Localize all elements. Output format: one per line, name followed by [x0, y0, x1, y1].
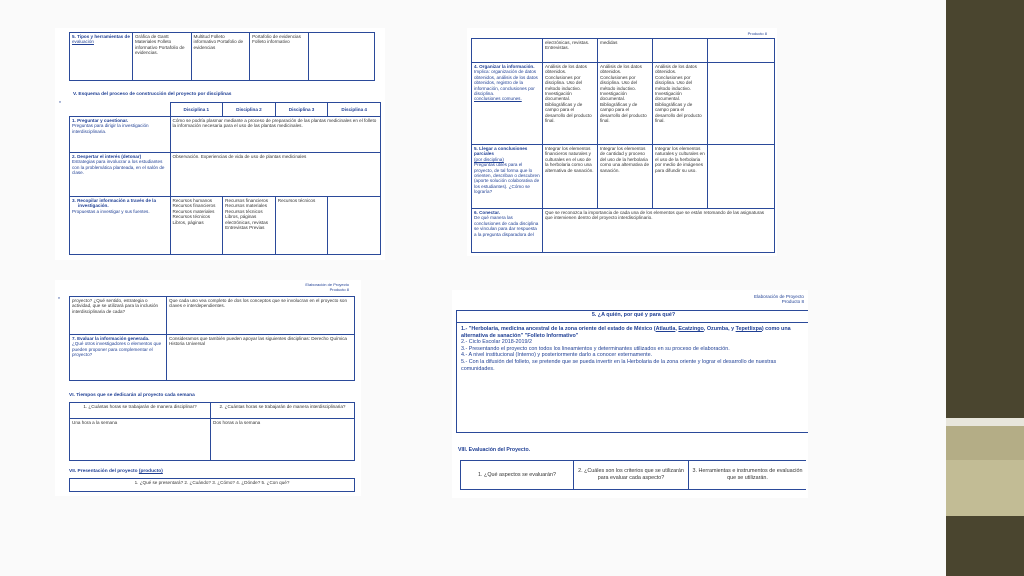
evaluation-table	[69, 296, 355, 381]
project-evaluation-table	[460, 460, 806, 490]
row1-content: Cómo se podría plasmar mediante a proceso de preparación de las plantas medicinales en el folleto la información necesaria para el uso de las plantas medicinales.	[170, 117, 381, 153]
doc3-header: Elaboración de Proyecto Producto 8	[305, 282, 349, 293]
product-label: Producto 8	[747, 31, 767, 36]
row4-cell-1: Análisis de los datos obtenidos. Conclusiones por disciplina. Uso del método inductivo. Investigación documental. Bibliográficas y de campo para el desarrollo del producto final.	[543, 63, 598, 145]
row3-cell-1: Recursos humanos Recursos financieros Recursos materiales Recursos técnicos Libros, páginas	[170, 197, 223, 255]
row4-label-cell: 4. Organizar la información. Implica: organización de datos obtenidos, análisis de los datos obtenidos, registro de la información, conclusiones por disciplina. conclusiones comunes.	[472, 63, 543, 145]
row3-cell-2: Recursos financieros Recursos materiales Recursos técnicos Libros, páginas electrónicas, revistas Entrevistas Previas	[223, 197, 276, 255]
disciplines-table	[69, 102, 381, 255]
row5-cell-1: Integrar los elementos financieros naturales y culturales en el uso de la herbolaria como una alternativa de sanación.	[543, 145, 598, 209]
top-content: Que cada uno vea completo de dos los conceptos que se involucran en el proyecto son claves e interdependientes.	[167, 297, 355, 335]
row3-cell-4	[328, 197, 381, 255]
row5-cell-4	[308, 33, 374, 81]
presentation-items: 1. ¿Qué se presentará? 2. ¿Cuándo? 3. ¿Cómo? 4. ¿Dónde? 5. ¿Con qué?	[70, 479, 355, 492]
row3-label-cell: 3. Recopilar información a través de la investigación. Propuestas a investigar y sus fuentes.	[70, 197, 171, 255]
row6-content: Que se reconozca la importancia de cada una de los elementos que se están retomando de las asignaturas que intervienen dentro del proyecto interdisciplinario.	[543, 209, 775, 253]
side-bar-mid	[946, 460, 1024, 516]
row6-label-cell: 6. Conectar. De qué manera las conclusiones de cada disciplina se vinculan para dar respuesta a la pregunta disparadora del	[472, 209, 543, 253]
answer-line-4: 4.- A nivel institucional (Interno) y posteriormente darlo a conocer externamente.	[461, 352, 653, 359]
header-empty	[70, 103, 171, 117]
row1-label-cell: 1. Preguntar y cuestionar. Preguntas para dirigir la investigación interdisciplinaria.	[70, 117, 171, 153]
row5-cell-4	[708, 145, 775, 209]
presentation-table	[69, 478, 355, 492]
row7-label-cell: 7. Evaluar la información generada. ¿Qué otros investigadores o elementos que pueden proponer para complementar el proyecto?	[70, 335, 167, 381]
header-discipline-4: Disciplina 4	[328, 103, 381, 117]
side-bar-light	[946, 426, 1024, 460]
row5-cell-1: Gráfica de Gantt Materiales Folleto informativo Portafolio de evidencias.	[132, 33, 191, 81]
document-page-2	[467, 28, 777, 256]
top-cell-4	[708, 39, 775, 63]
evaluation-criteria: 2. ¿Cuáles son los criterios que se utilizarán para evaluar cada aspecto?	[574, 461, 689, 490]
row5-cell-3: Integrar los elementos naturales y culturales en el uso de la herbolaria por medio de imágenes para difundir su uso.	[653, 145, 708, 209]
top-cell-1: electrónicas, revistas. Entrevistas.	[543, 39, 598, 63]
row4-cell-4	[708, 63, 775, 145]
header-discipline-1: Disciplina 1	[170, 103, 223, 117]
doc4-header: Elaboración de Proyecto Producto 8	[753, 294, 804, 305]
row2-content: Observación. Experiencias de vida de uso de plantas medicinales	[170, 153, 381, 197]
time-table	[69, 402, 355, 461]
row2-label-cell: 2. Despertar el interés (detonar) Estrategias para involucrar a los estudiantes con la problemática planteada, en el salón de clase.	[70, 153, 171, 197]
document-page-1	[55, 28, 385, 260]
bullet-star-icon: *	[59, 101, 61, 107]
hours-interdisciplinary-answer: Dos horas a la semana	[211, 419, 355, 461]
evaluation-aspects: 1. ¿Qué aspectos se evaluarán?	[461, 461, 574, 490]
audience-question: 5. ¿A quién, por qué y para qué?	[457, 311, 809, 323]
hours-disciplinary-question: 1. ¿Cuántas horas se trabajarán de manera disciplinar?	[70, 403, 211, 419]
organization-table	[471, 38, 775, 253]
section-vi-title: VI. Tiempos que se dedicarán al proyecto cada semana	[69, 393, 195, 398]
section-vii-title: VII. Presentación del proyecto (producto)	[69, 469, 163, 474]
evaluation-tools-table	[69, 32, 375, 81]
row5-cell-2: Integrar los elementos de cantidad y proceso del uso de la herbolaria como una alternativa de sanación.	[598, 145, 653, 209]
answer-line-1: 1.- "Herbolaria, medicina ancestral de la zona oriente del estado de México (Atlautla, Ecatzingo, Ozumba, y Tepetlixpa) como una alternativa de sanación" "Folleto Informativo"	[461, 326, 791, 339]
top-cell-2: medidas	[598, 39, 653, 63]
audience-answer	[457, 323, 809, 433]
evaluation-tools: 3. Herramientas e instrumentos de evaluación que se utilizarán.	[689, 461, 807, 490]
header-discipline-2: Disciplina 2	[223, 103, 276, 117]
answer-line-2: 2.- Ciclo Escolar 2018-2019/2	[461, 339, 533, 346]
row4-cell-2: Análisis de los datos obtenidos. Conclusiones por disciplina. Uso del método inductivo. Investigación documental. Bibliográficas y de campo para el desarrollo del producto final.	[598, 63, 653, 145]
answer-line-5: 5.- Con la difusión del folleto, se pretende que se pueda invertir en la Herbolaria de la zona oriente y lograr el desarrollo de nuestras comunidades.	[461, 358, 777, 372]
row5-label-cell: 5. Tipos y herramientas de evaluación	[70, 33, 133, 81]
top-label-cell: proyecto? ¿Qué sentido, estrategia o actividad, que se utilizará para la inclusión interdisciplinaria de cada?	[70, 297, 167, 335]
header-discipline-3: Disciplina 3	[275, 103, 328, 117]
section-viii-title: VIII. Evaluación del Proyecto.	[458, 447, 531, 453]
hours-interdisciplinary-question: 2. ¿Cuántas horas se trabajarán de manera interdisciplinaria?	[211, 403, 355, 419]
row3-cell-3: Recursos técnicos	[275, 197, 328, 255]
top-label-cell	[472, 39, 543, 63]
side-bar-gap	[946, 418, 1024, 426]
document-page-4	[452, 290, 808, 498]
row5-cell-3: Portafolio de evidencias Folleto informativo	[250, 33, 309, 81]
bullet-star-icon: *	[58, 297, 60, 303]
answer-line-3: 3.- Presentando el proyecto con todos los lineamientos y determinantes utilizados en su proceso de elaboración.	[461, 345, 730, 352]
row7-content: Consideramos que también pueden apoyar las siguientes disciplinas: Derecho Química Historia Universal	[167, 335, 355, 381]
section-v-title: V. Esquema del proceso de construcción del proyecto por disciplinas	[73, 92, 232, 97]
side-bar-dark-bottom	[946, 516, 1024, 576]
top-cell-3	[653, 39, 708, 63]
row4-cell-3: Análisis de los datos obtenidos. Conclusiones por disciplina. Uso del método inductivo. Investigación documental. Bibliográficas y de campo para el desarrollo del producto final.	[653, 63, 708, 145]
audience-table	[456, 310, 808, 433]
hours-disciplinary-answer: Una hora a la semana	[70, 419, 211, 461]
row5-cell-2: Multitud Folleto informativo Portafolio de evidencias	[191, 33, 250, 81]
side-bar-dark-top	[946, 0, 1024, 418]
document-page-3	[55, 280, 361, 496]
row5-label-cell: 5. Llegar a conclusiones parciales (por disciplina) Preguntas útiles para el proyecto, de tal forma que lo orienten, describan o descubren (aporte solución colaborativa de los estudiantes). ¿Cómo se lograría?	[472, 145, 543, 209]
